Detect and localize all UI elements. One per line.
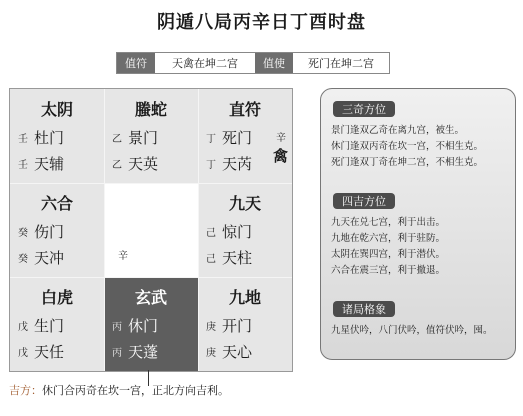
palace-star: 天柱 (222, 249, 253, 267)
geju-lines (331, 323, 513, 339)
palace-star: 天辅 (34, 155, 65, 173)
palace-door: 景门 (128, 129, 159, 147)
zhishi-label: 值使 (255, 53, 293, 73)
bottom-note-text: 休门合丙奇在坎一宫，正北方向吉利。 (42, 384, 229, 397)
sanqi-line: 休门逢双丙奇在坎一宫，不相生克。 (331, 141, 484, 152)
palace-stem: 丙 (112, 348, 122, 359)
palace-god: 九地 (228, 288, 261, 307)
palace-kan (104, 277, 198, 371)
palace-star: 天英 (128, 155, 159, 173)
sanqi-line: 死门逢双丁奇在坤二宫，不相生克。 (331, 157, 484, 168)
palace-stem: 庚 (206, 348, 216, 359)
palace-door: 生门 (34, 317, 65, 335)
palace-door: 开门 (222, 317, 253, 335)
palace-door: 惊门 (222, 223, 253, 241)
page-title: 阴遁八局丙辛日丁酉时盘 (157, 12, 366, 33)
palace-stem: 戊 (18, 322, 28, 333)
palace-god: 螣蛇 (134, 100, 167, 119)
palace-li (104, 89, 198, 183)
siji-line: 太阴在巽四宫，利于潜伏。 (331, 249, 446, 260)
bottom-note (9, 382, 229, 398)
palace-gen (10, 277, 104, 371)
sanqi-lines (331, 123, 513, 171)
geju-tag: 诸局格象 (333, 301, 395, 317)
palace-center (104, 183, 198, 277)
siji-tag: 四吉方位 (333, 193, 395, 209)
palace-star: 天任 (34, 343, 65, 361)
zhishi-value: 死门在坤二宫 (293, 53, 389, 73)
palace-center-stem: 辛 (118, 251, 128, 262)
palace-god: 九天 (228, 194, 261, 213)
palace-stem: 壬 (18, 160, 28, 171)
grid-divider (198, 89, 199, 371)
palace-door: 伤门 (34, 223, 65, 241)
palace-stem: 乙 (112, 160, 122, 171)
palace-extra-star: 禽 (272, 147, 288, 165)
zhifu-zhishi-bar (116, 52, 390, 74)
palace-stem: 丁 (206, 134, 216, 145)
grid-divider (104, 89, 105, 371)
palace-door: 死门 (222, 129, 253, 147)
palace-stem: 丙 (112, 322, 122, 333)
sanqi-tag: 三奇方位 (333, 101, 395, 117)
siji-line: 九地在乾六宫，利于驻防。 (331, 233, 446, 244)
palace-dui (198, 183, 292, 277)
palace-stem: 戊 (18, 348, 28, 359)
palace-zhen (10, 183, 104, 277)
palace-qian (198, 277, 292, 371)
palace-god: 玄武 (134, 288, 167, 307)
palace-stem: 乙 (112, 134, 122, 145)
palace-god: 直符 (228, 100, 261, 119)
grid-divider (10, 277, 292, 278)
palace-stem: 癸 (18, 228, 28, 239)
palace-star: 天冲 (34, 249, 65, 267)
palace-kun (198, 89, 292, 183)
geju-line: 九星伏吟，八门伏吟，值符伏吟，囤。 (331, 325, 493, 336)
siji-line: 六合在震三宫，利于撤退。 (331, 265, 446, 276)
palace-door: 休门 (128, 317, 159, 335)
palace-xun (10, 89, 104, 183)
sanqi-line: 景门逢双乙奇在离九宫，被生。 (331, 125, 465, 136)
palace-stem: 癸 (18, 254, 28, 265)
zhifu-value: 天禽在坤二宫 (155, 53, 255, 73)
bottom-note-label: 吉方： (9, 384, 42, 397)
palace-star: 天芮 (222, 155, 253, 173)
palace-stem: 己 (206, 254, 216, 265)
palace-door: 杜门 (34, 129, 65, 147)
palace-stem: 己 (206, 228, 216, 239)
palace-stem: 庚 (206, 322, 216, 333)
analysis-panel (320, 88, 516, 360)
palace-corner-stem: 辛 (276, 133, 286, 144)
nine-palace-grid (9, 88, 293, 372)
siji-lines (331, 215, 513, 279)
palace-star: 天蓬 (128, 343, 159, 361)
palace-god: 太阴 (40, 100, 73, 119)
palace-stem: 壬 (18, 134, 28, 145)
palace-stem: 丁 (206, 160, 216, 171)
zhifu-label: 值符 (117, 53, 155, 73)
siji-line: 九天在兑七宫，利于出击。 (331, 217, 446, 228)
grid-divider (10, 183, 292, 184)
palace-god: 六合 (40, 194, 73, 213)
palace-god: 白虎 (40, 288, 73, 307)
palace-star: 天心 (222, 343, 253, 361)
